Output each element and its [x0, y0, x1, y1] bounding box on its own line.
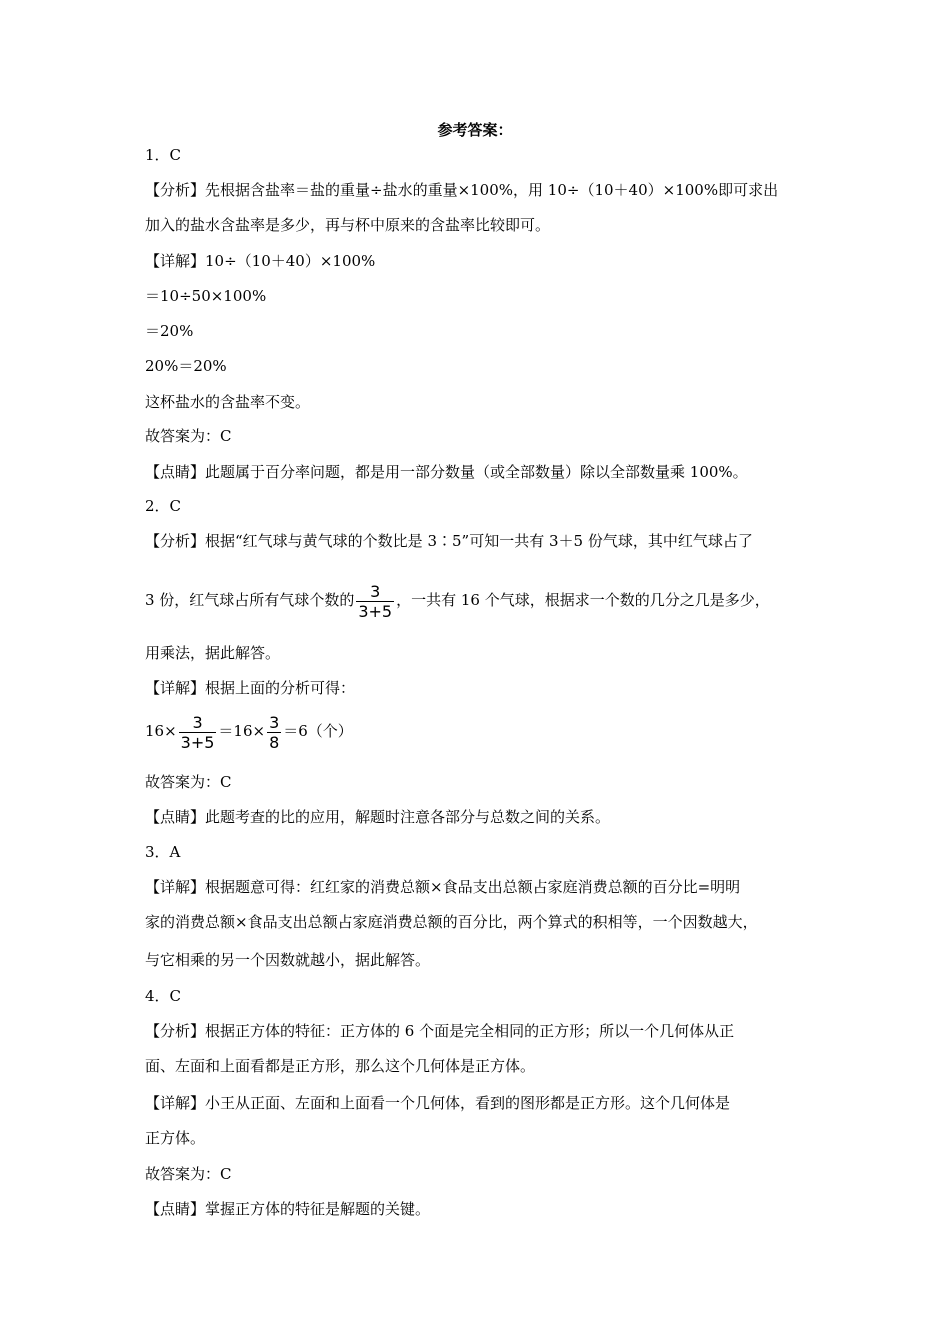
fraction-denominator: 3+5	[180, 732, 215, 752]
calc-part-a: 16×	[145, 722, 177, 740]
q1-detail-line-2: ＝10÷50×100%	[145, 287, 267, 305]
q2-answer: 故答案为：C	[145, 773, 232, 791]
calc-fraction-2	[267, 713, 281, 752]
q1-analysis-line-2: 加入的盐水含盐率是多少，再与杯中原来的含盐率比较即可。	[145, 216, 551, 234]
q1-analysis-line-1: 【分析】先根据含盐率＝盐的重量÷盐水的重量×100%，用 10÷（10＋40）×100%即可求出	[145, 181, 779, 199]
q2-analysis-text-pre: 3 份，红气球占所有气球个数的	[145, 591, 355, 609]
calc-part-b: ＝16×	[218, 722, 266, 740]
q2-analysis-text-post: ，一共有 16 个气球，根据求一个数的几分之几是多少，	[396, 591, 770, 609]
q2-fraction-red-share	[356, 582, 394, 621]
q2-analysis-line-3: 用乘法，据此解答。	[145, 644, 281, 662]
q4-analysis-line-2: 面、左面和上面看都是正方形，那么这个几何体是正方体。	[145, 1057, 536, 1075]
fraction-denominator: 3+5	[358, 601, 393, 621]
q2-header: 2．C	[145, 497, 182, 515]
fraction-numerator: 3	[269, 712, 280, 732]
page-title: 参考答案：	[437, 121, 513, 139]
fraction-numerator: 3	[370, 581, 381, 601]
calc-fraction-1	[179, 713, 217, 752]
q4-analysis-line-1: 【分析】根据正方体的特征：正方体的 6 个面是完全相同的正方形；所以一个几何体从正	[145, 1022, 735, 1040]
q1-detail-line-1: 【详解】10÷（10＋40）×100%	[145, 252, 376, 270]
q4-answer: 故答案为：C	[145, 1165, 232, 1183]
q3-header: 3．A	[145, 843, 181, 861]
q3-detail-line-3: 与它相乘的另一个因数就越小，据此解答。	[145, 951, 431, 969]
q2-analysis-line-2	[145, 580, 770, 621]
q4-detail-line-1: 【详解】小王从正面、左面和上面看一个几何体，看到的图形都是正方形。这个几何体是	[145, 1094, 731, 1112]
q4-comment: 【点睛】掌握正方体的特征是解题的关键。	[145, 1200, 431, 1218]
q4-header: 4．C	[145, 987, 182, 1005]
q2-calculation	[145, 711, 353, 752]
q1-detail-line-3: ＝20%	[145, 322, 194, 340]
calc-part-c: ＝6（个）	[283, 722, 353, 740]
q4-detail-line-2: 正方体。	[145, 1129, 206, 1147]
q2-detail-line-1: 【详解】根据上面的分析可得：	[145, 679, 356, 697]
q1-detail-line-4: 20%＝20%	[145, 357, 227, 375]
fraction-numerator: 3	[192, 712, 203, 732]
q1-comment: 【点睛】此题属于百分率问题，都是用一部分数量（或全部数量）除以全部数量乘 100%。	[145, 463, 748, 481]
fraction-denominator: 8	[269, 732, 280, 752]
q2-comment: 【点睛】此题考查的比的应用，解题时注意各部分与总数之间的关系。	[145, 808, 611, 826]
q2-analysis-line-1: 【分析】根据“红气球与黄气球的个数比是 3∶5”可知一共有 3＋5 份气球，其中红气球占了	[145, 532, 753, 550]
q1-answer: 故答案为：C	[145, 427, 232, 445]
q3-detail-line-2: 家的消费总额×食品支出总额占家庭消费总额的百分比，两个算式的积相等，一个因数越大，	[145, 913, 758, 931]
q1-detail-line-5: 这杯盐水的含盐率不变。	[145, 393, 311, 411]
q3-detail-line-1: 【详解】根据题意可得：红红家的消费总额×食品支出总额占家庭消费总额的百分比=明明	[145, 878, 741, 896]
q1-header: 1．C	[145, 146, 182, 164]
